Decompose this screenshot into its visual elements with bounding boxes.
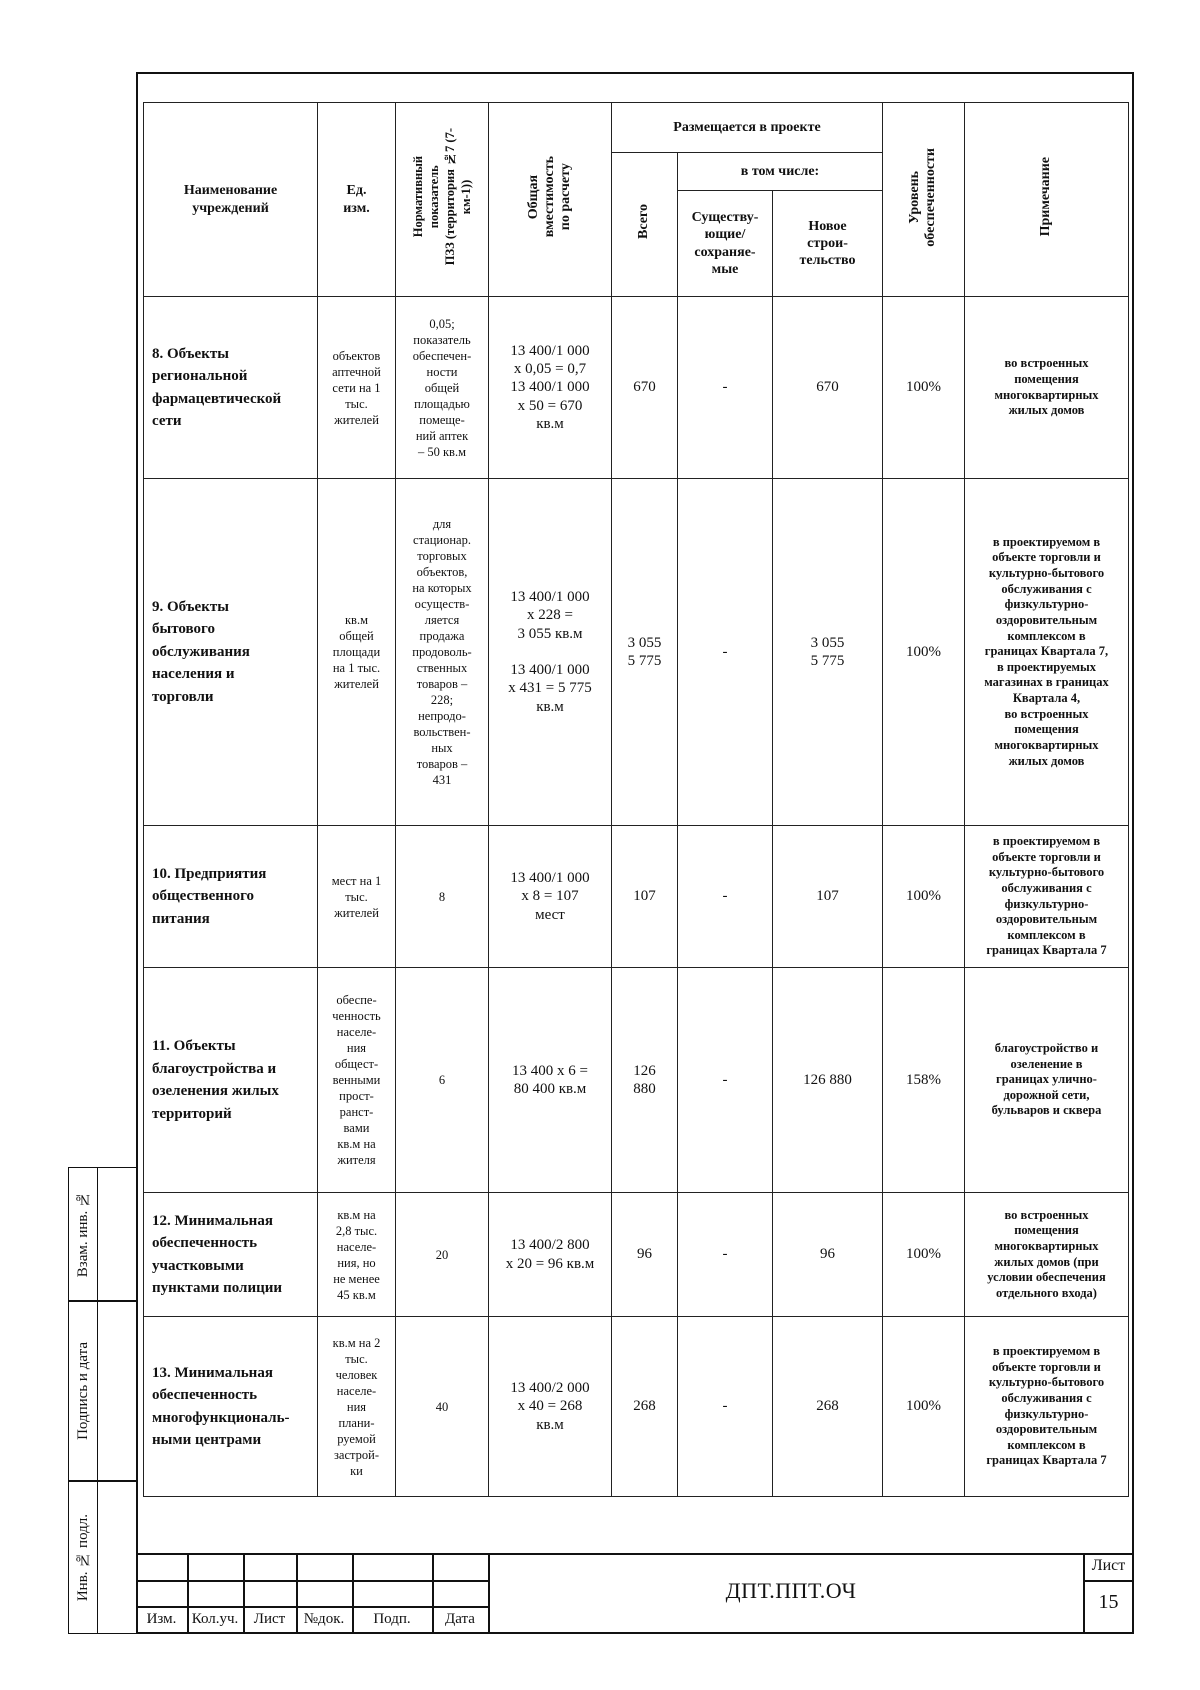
row-level: 158% — [883, 968, 965, 1193]
row-note: в проектируемом в объекте торговли и культурно-бытового обслуживания с физкультурно- оздоровительным комплексом в границах Квартала 7 — [965, 826, 1129, 968]
row-level: 100% — [883, 1193, 965, 1317]
row-unit: кв.м на 2,8 тыс. населе- ния, но не менее 45 кв.м — [318, 1193, 396, 1317]
row-new: 107 — [773, 826, 883, 968]
row-norm: 6 — [396, 968, 489, 1193]
tb-list: Лист — [253, 1611, 286, 1627]
stamp-inv-podl — [68, 1481, 136, 1634]
table-row — [144, 968, 1129, 1193]
header-norm-text: Нормативный показатель ПЗЗ (территория №7 (7- км-1)) — [411, 128, 473, 266]
row-unit: кв.м общей площади на 1 тыс. жителей — [318, 479, 396, 826]
header-placed: Размещается в проекте — [612, 103, 883, 153]
header-new: Новое строи- тельство — [773, 191, 883, 297]
row-name: 12. Минимальная обеспеченность участковыми пунктами полиции — [144, 1193, 318, 1317]
row-unit: обеспе- ченность населе- ния общест- венными прост- ранст- вами кв.м на жителя — [318, 968, 396, 1193]
header-level-text: Уровень обеспеченности — [907, 147, 939, 247]
header-unit: Ед. изм. — [318, 103, 396, 297]
header-total — [612, 153, 678, 297]
row-new: 126 880 — [773, 968, 883, 1193]
row-total: 96 — [612, 1193, 678, 1317]
tb-izm: Изм. — [146, 1611, 177, 1627]
row-total: 3 055 5 775 — [612, 479, 678, 826]
table-row — [144, 1193, 1129, 1317]
row-unit: кв.м на 2 тыс. человек населе- ния плани- руемой застрой- ки — [318, 1317, 396, 1497]
row-norm: 0,05; показатель обеспечен- ности общей площадью помеще- ний аптек – 50 кв.м — [396, 297, 489, 479]
tb-ndok: №док. — [303, 1611, 345, 1627]
header-capacity-text: Общая вместимость по расчету — [525, 156, 574, 238]
row-name: 13. Минимальная обеспеченность многофункциональ- ными центрами — [144, 1317, 318, 1497]
row-capacity: 13 400/2 800 х 20 = 96 кв.м — [489, 1193, 612, 1317]
facilities-table — [143, 102, 1129, 1497]
header-norm — [396, 103, 489, 297]
row-name: 9. Объекты бытового обслуживания населения и торговли — [144, 479, 318, 826]
row-total: 126 880 — [612, 968, 678, 1193]
header-note-text: Примечание — [1038, 157, 1054, 237]
row-unit: мест на 1 тыс. жителей — [318, 826, 396, 968]
row-norm: для стационар. торговых объектов, на которых осуществ- ляется продажа продоволь- ственных товаров – 228; непродо- вольствен- ных товаров – 431 — [396, 479, 489, 826]
row-unit: объектов аптечной сети на 1 тыс. жителей — [318, 297, 396, 479]
row-level: 100% — [883, 826, 965, 968]
tb-sheet-number: 15 — [1098, 1591, 1119, 1613]
row-capacity: 13 400/1 000 х 8 = 107 мест — [489, 826, 612, 968]
tb-koluch: Кол.уч. — [191, 1611, 239, 1627]
row-total: 268 — [612, 1317, 678, 1497]
row-capacity: 13 400/2 000 х 40 = 268 кв.м — [489, 1317, 612, 1497]
header-level — [883, 103, 965, 297]
row-level: 100% — [883, 1317, 965, 1497]
row-note: в проектируемом в объекте торговли и культурно-бытового обслуживания с физкультурно- оздоровительным комплексом в границах Квартала 7, в проектируемых магазинах в границах Квартала 4, во встроенных помещения многоквартирных жилых домов — [965, 479, 1129, 826]
row-name: 10. Предприятия общественного питания — [144, 826, 318, 968]
row-total: 670 — [612, 297, 678, 479]
header-capacity — [489, 103, 612, 297]
document-code: ДПТ.ППТ.ОЧ — [725, 1578, 857, 1603]
header-total-text: Всего — [636, 204, 652, 240]
row-new: 670 — [773, 297, 883, 479]
row-norm: 40 — [396, 1317, 489, 1497]
header-existing: Существу- ющие/ сохраняе- мые — [678, 191, 773, 297]
row-existing: - — [678, 297, 773, 479]
header-note — [965, 103, 1129, 297]
stamp-vzam-inv-label: Взам. инв. № — [74, 1190, 91, 1278]
table-row — [144, 826, 1129, 968]
stamp-podpis-data — [68, 1301, 136, 1481]
header-name: Наименование учреждений — [144, 103, 318, 297]
row-name: 11. Объекты благоустройства и озеленения жилых территорий — [144, 968, 318, 1193]
header-including: в том числе: — [678, 153, 883, 191]
row-level: 100% — [883, 479, 965, 826]
row-note: во встроенных помещения многоквартирных жилых домов — [965, 297, 1129, 479]
row-capacity: 13 400/1 000 х 0,05 = 0,7 13 400/1 000 х 50 = 670 кв.м — [489, 297, 612, 479]
tb-podp: Подп. — [373, 1611, 411, 1627]
stamp-vzam-inv — [68, 1167, 136, 1301]
row-note: в проектируемом в объекте торговли и культурно-бытового обслуживания с физкультурно- оздоровительным комплексом в границах Квартала 7 — [965, 1317, 1129, 1497]
table-row — [144, 297, 1129, 479]
row-existing: - — [678, 826, 773, 968]
row-name: 8. Объекты региональной фармацевтической сети — [144, 297, 318, 479]
row-capacity: 13 400/1 000 х 228 = 3 055 кв.м 13 400/1 000 х 431 = 5 775 кв.м — [489, 479, 612, 826]
row-note: благоустройство и озеленение в границах улично- дорожной сети, бульваров и сквера — [965, 968, 1129, 1193]
tb-data: Дата — [445, 1611, 475, 1627]
row-new: 96 — [773, 1193, 883, 1317]
row-existing: - — [678, 1193, 773, 1317]
row-total: 107 — [612, 826, 678, 968]
row-new: 3 055 5 775 — [773, 479, 883, 826]
stamp-inv-podl-label: Инв. № подл. — [74, 1513, 91, 1602]
row-level: 100% — [883, 297, 965, 479]
row-existing: - — [678, 479, 773, 826]
row-norm: 20 — [396, 1193, 489, 1317]
row-existing: - — [678, 1317, 773, 1497]
row-norm: 8 — [396, 826, 489, 968]
row-capacity: 13 400 х 6 = 80 400 кв.м — [489, 968, 612, 1193]
table-row — [144, 479, 1129, 826]
stamp-podpis-data-label: Подпись и дата — [74, 1342, 91, 1440]
row-new: 268 — [773, 1317, 883, 1497]
table-row — [144, 1317, 1129, 1497]
row-note: во встроенных помещения многоквартирных жилых домов (при условии обеспечения отдельного входа) — [965, 1193, 1129, 1317]
row-existing: - — [678, 968, 773, 1193]
tb-sheet-label: Лист — [1091, 1557, 1126, 1574]
